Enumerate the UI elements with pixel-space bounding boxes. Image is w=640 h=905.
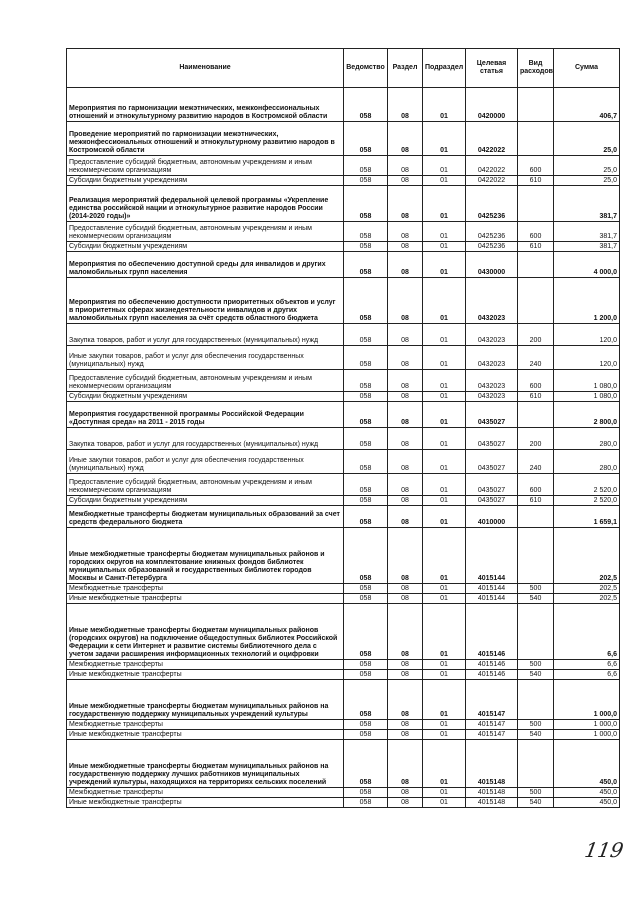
table-row [67, 176, 620, 186]
row-department-cell: 058 [344, 798, 388, 808]
row-name-cell: Закупка товаров, работ и услуг для государственных (муниципальных) нужд [67, 324, 344, 346]
row-sum-cell: 25,0 [554, 122, 620, 156]
table-row [67, 740, 620, 788]
row-name-cell: Субсидии бюджетным учреждениям [67, 392, 344, 402]
row-name-cell: Межбюджетные трансферты [67, 584, 344, 594]
row-subsection-cell: 01 [423, 474, 466, 496]
column-header-expense-type: Вид расходов [518, 49, 554, 88]
row-target-article-cell: 0435027 [466, 428, 518, 450]
row-expense-type-cell [518, 680, 554, 720]
row-sum-cell: 202,5 [554, 594, 620, 604]
row-expense-type-cell: 600 [518, 370, 554, 392]
row-sum-cell: 280,0 [554, 450, 620, 474]
row-subsection-cell: 01 [423, 496, 466, 506]
table-row [67, 278, 620, 324]
row-subsection-cell: 01 [423, 392, 466, 402]
table-row [67, 594, 620, 604]
row-sum-cell: 2 800,0 [554, 402, 620, 428]
table-row [67, 402, 620, 428]
row-sum-cell: 6,6 [554, 670, 620, 680]
row-expense-type-cell: 600 [518, 222, 554, 242]
row-section-cell: 08 [388, 252, 423, 278]
row-subsection-cell: 01 [423, 584, 466, 594]
row-sum-cell: 1 659,1 [554, 506, 620, 528]
row-sum-cell: 202,5 [554, 584, 620, 594]
page-number: 119 [582, 838, 626, 862]
row-sum-cell: 2 520,0 [554, 474, 620, 496]
row-target-article-cell: 0425236 [466, 186, 518, 222]
row-subsection-cell: 01 [423, 186, 466, 222]
column-header-subsection: Подраздел [423, 49, 466, 88]
row-section-cell: 08 [388, 670, 423, 680]
row-department-cell: 058 [344, 730, 388, 740]
row-expense-type-cell [518, 506, 554, 528]
row-target-article-cell: 4015144 [466, 528, 518, 584]
column-header-sum: Сумма [554, 49, 620, 88]
row-expense-type-cell [518, 604, 554, 660]
row-target-article-cell: 0422022 [466, 122, 518, 156]
row-department-cell: 058 [344, 450, 388, 474]
row-section-cell: 08 [388, 506, 423, 528]
row-name-cell: Межбюджетные трансферты [67, 660, 344, 670]
row-section-cell: 08 [388, 740, 423, 788]
row-sum-cell: 381,7 [554, 242, 620, 252]
row-section-cell: 08 [388, 222, 423, 242]
row-department-cell: 058 [344, 392, 388, 402]
row-subsection-cell: 01 [423, 122, 466, 156]
row-name-cell: Предоставление субсидий бюджетным, автономным учреждениям и иным некоммерческим организациям [67, 474, 344, 496]
row-target-article-cell: 4015147 [466, 680, 518, 720]
row-expense-type-cell: 610 [518, 176, 554, 186]
row-section-cell: 08 [388, 594, 423, 604]
row-sum-cell: 381,7 [554, 222, 620, 242]
row-name-cell: Мероприятия по обеспечению доступной среды для инвалидов и других маломобильных групп населения [67, 252, 344, 278]
row-department-cell: 058 [344, 740, 388, 788]
row-section-cell: 08 [388, 428, 423, 450]
table-row [67, 730, 620, 740]
row-name-cell: Иные закупки товаров, работ и услуг для обеспечения государственных (муниципальных) нужд [67, 346, 344, 370]
row-name-cell: Предоставление субсидий бюджетным, автономным учреждениям и иным некоммерческим организациям [67, 222, 344, 242]
row-subsection-cell: 01 [423, 346, 466, 370]
row-sum-cell: 2 520,0 [554, 496, 620, 506]
row-subsection-cell: 01 [423, 660, 466, 670]
table-row [67, 370, 620, 392]
row-subsection-cell: 01 [423, 528, 466, 584]
row-sum-cell: 280,0 [554, 428, 620, 450]
row-expense-type-cell: 600 [518, 474, 554, 496]
row-target-article-cell: 4015144 [466, 594, 518, 604]
row-subsection-cell: 01 [423, 680, 466, 720]
row-target-article-cell: 4015147 [466, 720, 518, 730]
row-expense-type-cell [518, 122, 554, 156]
row-target-article-cell: 0425236 [466, 222, 518, 242]
row-name-cell: Иные межбюджетные трансферты [67, 594, 344, 604]
row-subsection-cell: 01 [423, 506, 466, 528]
row-section-cell: 08 [388, 584, 423, 594]
row-sum-cell: 381,7 [554, 186, 620, 222]
row-subsection-cell: 01 [423, 176, 466, 186]
row-expense-type-cell [518, 88, 554, 122]
row-name-cell: Межбюджетные трансферты [67, 788, 344, 798]
row-sum-cell: 120,0 [554, 346, 620, 370]
row-name-cell: Межбюджетные трансферты [67, 720, 344, 730]
row-section-cell: 08 [388, 680, 423, 720]
table-row [67, 584, 620, 594]
row-name-cell: Иные межбюджетные трансферты бюджетам муниципальных районов и городских округов на комплектование книжных фондов библиотек муниципальных образований и государственных библиотек городов Москвы и Санкт-Петербурга [67, 528, 344, 584]
row-expense-type-cell [518, 186, 554, 222]
row-subsection-cell: 01 [423, 730, 466, 740]
row-target-article-cell: 4015148 [466, 740, 518, 788]
row-name-cell: Субсидии бюджетным учреждениям [67, 176, 344, 186]
row-target-article-cell: 4010000 [466, 506, 518, 528]
row-expense-type-cell [518, 252, 554, 278]
row-sum-cell: 120,0 [554, 324, 620, 346]
row-section-cell: 08 [388, 798, 423, 808]
row-target-article-cell: 0435027 [466, 402, 518, 428]
row-department-cell: 058 [344, 176, 388, 186]
row-subsection-cell: 01 [423, 788, 466, 798]
row-subsection-cell: 01 [423, 428, 466, 450]
row-department-cell: 058 [344, 88, 388, 122]
row-department-cell: 058 [344, 670, 388, 680]
row-name-cell: Предоставление субсидий бюджетным, автономным учреждениям и иным некоммерческим организациям [67, 156, 344, 176]
row-expense-type-cell [518, 402, 554, 428]
row-expense-type-cell: 500 [518, 660, 554, 670]
row-sum-cell: 1 000,0 [554, 720, 620, 730]
table-row [67, 680, 620, 720]
row-target-article-cell: 0432023 [466, 324, 518, 346]
budget-table [66, 48, 620, 808]
row-target-article-cell: 0435027 [466, 450, 518, 474]
table-row [67, 88, 620, 122]
table-header-row [67, 49, 620, 88]
row-name-cell: Иные межбюджетные трансферты бюджетам муниципальных районов на государственную поддержку лучших работников муниципальных учреждений культуры, находящихся на территориях сельских поселений [67, 740, 344, 788]
row-section-cell: 08 [388, 324, 423, 346]
row-department-cell: 058 [344, 474, 388, 496]
row-department-cell: 058 [344, 346, 388, 370]
row-sum-cell: 25,0 [554, 176, 620, 186]
row-expense-type-cell: 500 [518, 584, 554, 594]
row-expense-type-cell: 540 [518, 798, 554, 808]
table-row [67, 428, 620, 450]
row-subsection-cell: 01 [423, 252, 466, 278]
row-subsection-cell: 01 [423, 222, 466, 242]
table-row [67, 450, 620, 474]
row-department-cell: 058 [344, 222, 388, 242]
table-row [67, 720, 620, 730]
table-row [67, 660, 620, 670]
row-sum-cell: 1 080,0 [554, 370, 620, 392]
row-expense-type-cell: 200 [518, 428, 554, 450]
row-expense-type-cell: 500 [518, 788, 554, 798]
row-subsection-cell: 01 [423, 242, 466, 252]
row-section-cell: 08 [388, 528, 423, 584]
row-expense-type-cell [518, 528, 554, 584]
row-target-article-cell: 4015148 [466, 798, 518, 808]
row-target-article-cell: 0422022 [466, 176, 518, 186]
row-sum-cell: 450,0 [554, 798, 620, 808]
row-section-cell: 08 [388, 474, 423, 496]
row-name-cell: Мероприятия по обеспечению доступности приоритетных объектов и услуг в приоритетных сферах жизнедеятельности инвалидов и других маломобильных групп населения за счёт средств областного бюджета [67, 278, 344, 324]
column-header-department: Ведомство [344, 49, 388, 88]
row-department-cell: 058 [344, 428, 388, 450]
row-subsection-cell: 01 [423, 324, 466, 346]
row-section-cell: 08 [388, 88, 423, 122]
row-target-article-cell: 0425236 [466, 242, 518, 252]
row-expense-type-cell: 240 [518, 450, 554, 474]
row-sum-cell: 4 000,0 [554, 252, 620, 278]
row-target-article-cell: 4015146 [466, 604, 518, 660]
row-sum-cell: 1 200,0 [554, 278, 620, 324]
row-subsection-cell: 01 [423, 88, 466, 122]
row-name-cell: Иные межбюджетные трансферты [67, 730, 344, 740]
row-sum-cell: 406,7 [554, 88, 620, 122]
row-department-cell: 058 [344, 660, 388, 670]
row-subsection-cell: 01 [423, 450, 466, 474]
table-row [67, 242, 620, 252]
row-subsection-cell: 01 [423, 370, 466, 392]
table-row [67, 122, 620, 156]
row-department-cell: 058 [344, 122, 388, 156]
row-expense-type-cell: 540 [518, 594, 554, 604]
row-name-cell: Предоставление субсидий бюджетным, автономным учреждениям и иным некоммерческим организациям [67, 370, 344, 392]
column-header-target-article: Целевая статья [466, 49, 518, 88]
row-section-cell: 08 [388, 122, 423, 156]
row-target-article-cell: 4015147 [466, 730, 518, 740]
row-target-article-cell: 4015146 [466, 670, 518, 680]
row-section-cell: 08 [388, 496, 423, 506]
table-row [67, 392, 620, 402]
row-department-cell: 058 [344, 402, 388, 428]
row-expense-type-cell [518, 278, 554, 324]
row-target-article-cell: 0420000 [466, 88, 518, 122]
row-department-cell: 058 [344, 680, 388, 720]
row-section-cell: 08 [388, 604, 423, 660]
row-section-cell: 08 [388, 186, 423, 222]
row-sum-cell: 25,0 [554, 156, 620, 176]
row-name-cell: Закупка товаров, работ и услуг для государственных (муниципальных) нужд [67, 428, 344, 450]
row-section-cell: 08 [388, 176, 423, 186]
row-target-article-cell: 0422022 [466, 156, 518, 176]
table-row [67, 670, 620, 680]
row-section-cell: 08 [388, 402, 423, 428]
row-department-cell: 058 [344, 324, 388, 346]
row-expense-type-cell: 610 [518, 392, 554, 402]
row-name-cell: Межбюджетные трансферты бюджетам муниципальных образований за счет средств федерального бюджета [67, 506, 344, 528]
row-name-cell: Реализация мероприятий федеральной целевой программы «Укрепление единства российской нации и этнокультурное развитие народов России (2014-2020 годы)» [67, 186, 344, 222]
row-section-cell: 08 [388, 450, 423, 474]
row-name-cell: Иные межбюджетные трансферты [67, 798, 344, 808]
row-target-article-cell: 0435027 [466, 496, 518, 506]
row-subsection-cell: 01 [423, 798, 466, 808]
row-sum-cell: 450,0 [554, 740, 620, 788]
table-row [67, 506, 620, 528]
table-body [67, 88, 620, 808]
table-row [67, 222, 620, 242]
row-subsection-cell: 01 [423, 402, 466, 428]
row-section-cell: 08 [388, 788, 423, 798]
row-name-cell: Иные межбюджетные трансферты бюджетам муниципальных районов на государственную поддержку муниципальных учреждений культуры [67, 680, 344, 720]
row-name-cell: Мероприятия по гармонизации межэтнических, межконфессиональных отношений и этнокультурному развитию народов в Костромской области [67, 88, 344, 122]
row-subsection-cell: 01 [423, 278, 466, 324]
row-target-article-cell: 4015144 [466, 584, 518, 594]
row-section-cell: 08 [388, 156, 423, 176]
row-department-cell: 058 [344, 186, 388, 222]
table-row [67, 324, 620, 346]
row-name-cell: Иные закупки товаров, работ и услуг для обеспечения государственных (муниципальных) нужд [67, 450, 344, 474]
row-subsection-cell: 01 [423, 604, 466, 660]
column-header-name: Наименование [67, 49, 344, 88]
row-expense-type-cell: 240 [518, 346, 554, 370]
row-name-cell: Мероприятия государственной программы Российской Федерации «Доступная среда» на 2011 - 2015 годы [67, 402, 344, 428]
row-target-article-cell: 0432023 [466, 392, 518, 402]
table-row [67, 156, 620, 176]
row-section-cell: 08 [388, 346, 423, 370]
row-department-cell: 058 [344, 370, 388, 392]
row-department-cell: 058 [344, 252, 388, 278]
row-department-cell: 058 [344, 584, 388, 594]
table-row [67, 186, 620, 222]
row-sum-cell: 1 000,0 [554, 680, 620, 720]
row-subsection-cell: 01 [423, 156, 466, 176]
row-section-cell: 08 [388, 392, 423, 402]
row-expense-type-cell: 610 [518, 496, 554, 506]
row-section-cell: 08 [388, 370, 423, 392]
row-sum-cell: 6,6 [554, 660, 620, 670]
row-subsection-cell: 01 [423, 670, 466, 680]
row-sum-cell: 6,6 [554, 604, 620, 660]
row-name-cell: Субсидии бюджетным учреждениям [67, 242, 344, 252]
row-target-article-cell: 0432023 [466, 346, 518, 370]
row-section-cell: 08 [388, 730, 423, 740]
row-target-article-cell: 0432023 [466, 278, 518, 324]
row-department-cell: 058 [344, 496, 388, 506]
row-department-cell: 058 [344, 788, 388, 798]
row-department-cell: 058 [344, 528, 388, 584]
row-expense-type-cell: 200 [518, 324, 554, 346]
row-sum-cell: 202,5 [554, 528, 620, 584]
row-target-article-cell: 4015146 [466, 660, 518, 670]
row-target-article-cell: 4015148 [466, 788, 518, 798]
table-row [67, 474, 620, 496]
row-section-cell: 08 [388, 720, 423, 730]
row-sum-cell: 450,0 [554, 788, 620, 798]
row-name-cell: Проведение мероприятий по гармонизации межэтнических, межконфессиональных отношений и этнокультурному развитию народов в Костромской области [67, 122, 344, 156]
row-expense-type-cell: 540 [518, 670, 554, 680]
row-name-cell: Иные межбюджетные трансферты [67, 670, 344, 680]
row-department-cell: 058 [344, 156, 388, 176]
row-sum-cell: 1 000,0 [554, 730, 620, 740]
row-name-cell: Субсидии бюджетным учреждениям [67, 496, 344, 506]
row-target-article-cell: 0430000 [466, 252, 518, 278]
row-target-article-cell: 0435027 [466, 474, 518, 496]
row-subsection-cell: 01 [423, 740, 466, 788]
table-row [67, 528, 620, 584]
row-expense-type-cell: 540 [518, 730, 554, 740]
row-section-cell: 08 [388, 660, 423, 670]
row-department-cell: 058 [344, 720, 388, 730]
row-name-cell: Иные межбюджетные трансферты бюджетам муниципальных районов (городских округов) на подключение общедоступных библиотек Российской Федерации к сети Интернет и развитие системы библиотечного дела с учетом задачи расширения информационных технологий и оцифровки [67, 604, 344, 660]
row-expense-type-cell: 610 [518, 242, 554, 252]
table-row [67, 496, 620, 506]
row-department-cell: 058 [344, 242, 388, 252]
row-department-cell: 058 [344, 594, 388, 604]
row-section-cell: 08 [388, 278, 423, 324]
row-department-cell: 058 [344, 604, 388, 660]
row-expense-type-cell: 600 [518, 156, 554, 176]
row-section-cell: 08 [388, 242, 423, 252]
row-subsection-cell: 01 [423, 720, 466, 730]
row-expense-type-cell [518, 740, 554, 788]
table-row [67, 788, 620, 798]
table-row [67, 346, 620, 370]
column-header-section: Раздел [388, 49, 423, 88]
row-department-cell: 058 [344, 278, 388, 324]
row-department-cell: 058 [344, 506, 388, 528]
row-subsection-cell: 01 [423, 594, 466, 604]
row-sum-cell: 1 080,0 [554, 392, 620, 402]
row-target-article-cell: 0432023 [466, 370, 518, 392]
table-row [67, 252, 620, 278]
row-expense-type-cell: 500 [518, 720, 554, 730]
table-row [67, 604, 620, 660]
table-row [67, 798, 620, 808]
